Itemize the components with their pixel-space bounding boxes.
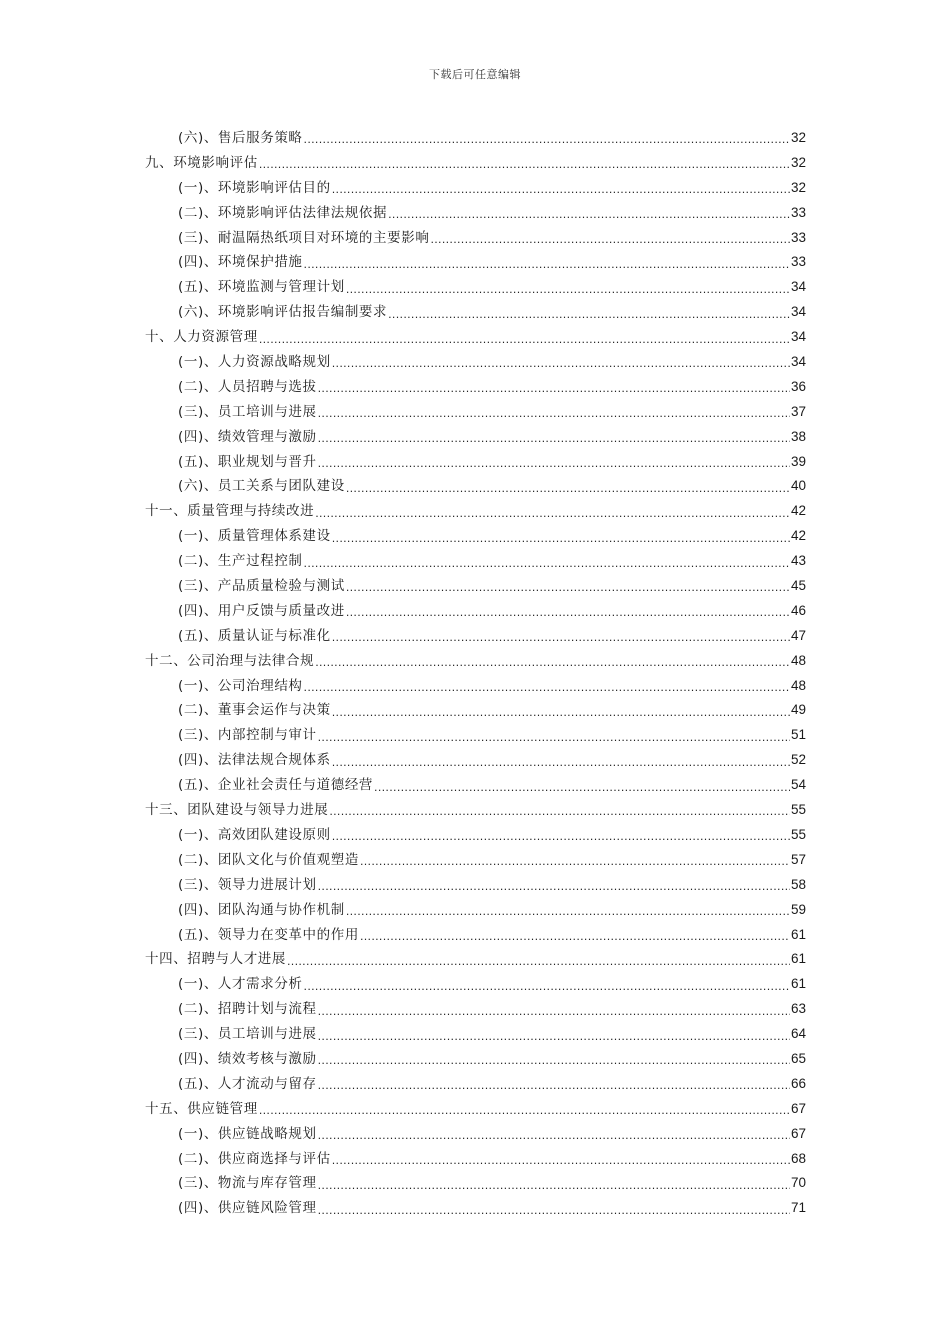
toc-dot-leader	[315, 505, 790, 519]
toc-dot-leader	[346, 579, 790, 593]
toc-section-entry[interactable]	[0, 1147, 806, 1172]
toc-entry-title: (四)、团队沟通与协作机制	[178, 901, 345, 918]
toc-entry-page-number: 55	[790, 826, 806, 842]
toc-dot-leader	[318, 1028, 790, 1042]
toc-entry-page-number: 67	[790, 1125, 806, 1141]
toc-entry-page-number: 70	[790, 1175, 806, 1191]
toc-entry-page-number: 48	[790, 677, 806, 693]
toc-entry-title: (四)、绩效考核与激励	[178, 1050, 317, 1067]
toc-dot-leader	[332, 181, 790, 195]
toc-dot-leader	[304, 256, 790, 270]
toc-entry-title: (三)、内部控制与审计	[178, 727, 317, 744]
toc-section-entry[interactable]	[0, 723, 806, 748]
toc-section-entry[interactable]	[0, 1047, 806, 1072]
toc-dot-leader	[259, 1102, 790, 1116]
toc-section-entry[interactable]	[0, 923, 806, 948]
toc-dot-leader	[259, 156, 790, 170]
toc-section-entry[interactable]	[0, 524, 806, 549]
toc-entry-page-number: 33	[790, 204, 806, 220]
toc-section-entry[interactable]	[0, 1171, 806, 1196]
toc-entry-title: 九、环境影响评估	[145, 154, 258, 171]
toc-entry-page-number: 34	[790, 329, 806, 345]
toc-chapter-entry[interactable]	[0, 499, 806, 524]
toc-section-entry[interactable]	[0, 300, 806, 325]
toc-entry-title: (二)、团队文化与价值观塑造	[178, 851, 359, 868]
toc-dot-leader	[332, 704, 790, 718]
toc-entry-page-number: 71	[790, 1200, 806, 1216]
toc-entry-title: (四)、环境保护措施	[178, 254, 303, 271]
toc-entry-title: (二)、生产过程控制	[178, 553, 303, 570]
toc-dot-leader	[332, 1152, 790, 1166]
toc-entry-page-number: 36	[790, 378, 806, 394]
toc-section-entry[interactable]	[0, 823, 806, 848]
toc-entry-title: 十五、供应链管理	[145, 1100, 258, 1117]
toc-dot-leader	[318, 1052, 790, 1066]
toc-section-entry[interactable]	[0, 375, 806, 400]
toc-section-entry[interactable]	[0, 474, 806, 499]
toc-entry-title: (四)、绩效管理与激励	[178, 428, 317, 445]
toc-chapter-entry[interactable]	[0, 325, 806, 350]
toc-section-entry[interactable]	[0, 250, 806, 275]
toc-entry-title: (三)、物流与库存管理	[178, 1175, 317, 1192]
toc-section-entry[interactable]	[0, 275, 806, 300]
toc-entry-title: (二)、环境影响评估法律法规依据	[178, 204, 388, 221]
toc-section-entry[interactable]	[0, 574, 806, 599]
toc-dot-leader	[304, 978, 790, 992]
toc-section-entry[interactable]	[0, 674, 806, 699]
toc-dot-leader	[332, 530, 790, 544]
toc-section-entry[interactable]	[0, 972, 806, 997]
toc-entry-title: (三)、耐温隔热纸项目对环境的主要影响	[178, 229, 430, 246]
toc-dot-leader	[318, 380, 790, 394]
toc-dot-leader	[388, 206, 790, 220]
toc-dot-leader	[332, 754, 790, 768]
toc-section-entry[interactable]	[0, 400, 806, 425]
toc-entry-page-number: 61	[790, 926, 806, 942]
toc-section-entry[interactable]	[0, 873, 806, 898]
toc-section-entry[interactable]	[0, 599, 806, 624]
toc-dot-leader	[287, 953, 790, 967]
toc-entry-title: (五)、企业社会责任与道德经营	[178, 777, 374, 794]
toc-section-entry[interactable]	[0, 176, 806, 201]
toc-dot-leader	[304, 555, 790, 569]
toc-entry-page-number: 39	[790, 453, 806, 469]
toc-entry-page-number: 34	[790, 354, 806, 370]
toc-entry-title: (一)、人才需求分析	[178, 976, 303, 993]
toc-section-entry[interactable]	[0, 1072, 806, 1097]
toc-entry-page-number: 32	[790, 154, 806, 170]
toc-section-entry[interactable]	[0, 1196, 806, 1221]
toc-entry-title: 十四、招聘与人才进展	[145, 951, 286, 968]
toc-entry-page-number: 61	[790, 976, 806, 992]
toc-chapter-entry[interactable]	[0, 1097, 806, 1122]
toc-entry-title: 十三、团队建设与领导力进展	[145, 802, 329, 819]
toc-entry-title: 十二、公司治理与法律合规	[145, 652, 315, 669]
toc-section-entry[interactable]	[0, 624, 806, 649]
toc-entry-page-number: 52	[790, 752, 806, 768]
toc-dot-leader	[318, 455, 790, 469]
toc-entry-page-number: 42	[790, 503, 806, 519]
toc-entry-title: (三)、员工培训与进展	[178, 403, 317, 420]
toc-section-entry[interactable]	[0, 450, 806, 475]
toc-entry-page-number: 51	[790, 727, 806, 743]
toc-entry-page-number: 37	[790, 403, 806, 419]
table-of-contents	[0, 126, 950, 1221]
toc-entry-title: (一)、人力资源战略规划	[178, 354, 331, 371]
toc-entry-page-number: 46	[790, 602, 806, 618]
toc-section-entry[interactable]	[0, 748, 806, 773]
toc-entry-page-number: 38	[790, 428, 806, 444]
toc-entry-title: (三)、员工培训与进展	[178, 1026, 317, 1043]
toc-dot-leader	[346, 281, 790, 295]
toc-dot-leader	[388, 306, 790, 320]
toc-entry-page-number: 59	[790, 901, 806, 917]
toc-dot-leader	[315, 654, 790, 668]
toc-dot-leader	[360, 853, 790, 867]
toc-section-entry[interactable]	[0, 1022, 806, 1047]
toc-entry-title: (三)、领导力进展计划	[178, 876, 317, 893]
toc-entry-title: 十一、质量管理与持续改进	[145, 503, 315, 520]
toc-entry-page-number: 33	[790, 229, 806, 245]
toc-dot-leader	[318, 1127, 790, 1141]
toc-dot-leader	[332, 828, 790, 842]
toc-entry-page-number: 64	[790, 1026, 806, 1042]
toc-section-entry[interactable]	[0, 848, 806, 873]
toc-entry-page-number: 54	[790, 777, 806, 793]
toc-entry-title: (五)、人才流动与留存	[178, 1075, 317, 1092]
toc-entry-title: (六)、员工关系与团队建设	[178, 478, 345, 495]
toc-entry-page-number: 47	[790, 627, 806, 643]
toc-entry-page-number: 42	[790, 528, 806, 544]
toc-section-entry[interactable]	[0, 126, 806, 151]
toc-entry-page-number: 32	[790, 130, 806, 145]
toc-dot-leader	[318, 729, 790, 743]
toc-dot-leader	[318, 405, 790, 419]
toc-section-entry[interactable]	[0, 226, 806, 251]
toc-entry-page-number: 49	[790, 702, 806, 718]
toc-entry-title: (六)、环境影响评估报告编制要求	[178, 304, 388, 321]
toc-dot-leader	[430, 231, 790, 245]
toc-entry-title: (四)、供应链风险管理	[178, 1200, 317, 1217]
toc-entry-page-number: 58	[790, 876, 806, 892]
toc-dot-leader	[360, 928, 790, 942]
toc-entry-title: (五)、领导力在变革中的作用	[178, 926, 359, 943]
toc-entry-page-number: 65	[790, 1050, 806, 1066]
toc-entry-page-number: 61	[790, 951, 806, 967]
toc-entry-page-number: 67	[790, 1100, 806, 1116]
toc-section-entry[interactable]	[0, 549, 806, 574]
toc-dot-leader	[346, 480, 790, 494]
toc-section-entry[interactable]	[0, 898, 806, 923]
page-header: 下载后可任意编辑	[429, 68, 521, 81]
toc-entry-page-number: 34	[790, 279, 806, 295]
toc-entry-title: (一)、质量管理体系建设	[178, 528, 331, 545]
toc-entry-page-number: 63	[790, 1001, 806, 1017]
toc-dot-leader	[332, 629, 790, 643]
toc-dot-leader	[318, 1077, 790, 1091]
toc-entry-page-number: 45	[790, 578, 806, 594]
toc-entry-title: (五)、质量认证与标准化	[178, 627, 331, 644]
toc-chapter-entry[interactable]	[0, 798, 806, 823]
toc-entry-page-number: 55	[790, 802, 806, 818]
toc-chapter-entry[interactable]	[0, 151, 806, 176]
toc-entry-title: (六)、售后服务策略	[178, 130, 303, 146]
toc-entry-title: (一)、高效团队建设原则	[178, 826, 331, 843]
toc-dot-leader	[259, 331, 790, 345]
toc-section-entry[interactable]	[0, 997, 806, 1022]
toc-dot-leader	[318, 1177, 790, 1191]
toc-dot-leader	[318, 1003, 790, 1017]
toc-dot-leader	[374, 779, 790, 793]
toc-chapter-entry[interactable]	[0, 649, 806, 674]
toc-entry-title: (一)、供应链战略规划	[178, 1125, 317, 1142]
toc-entry-title: (三)、产品质量检验与测试	[178, 578, 345, 595]
toc-entry-page-number: 40	[790, 478, 806, 494]
toc-section-entry[interactable]	[0, 698, 806, 723]
toc-chapter-entry[interactable]	[0, 947, 806, 972]
toc-entry-title: (二)、董事会运作与决策	[178, 702, 331, 719]
toc-entry-title: (二)、供应商选择与评估	[178, 1150, 331, 1167]
toc-section-entry[interactable]	[0, 773, 806, 798]
toc-section-entry[interactable]	[0, 425, 806, 450]
toc-dot-leader	[332, 355, 790, 369]
toc-entry-page-number: 68	[790, 1150, 806, 1166]
toc-entry-page-number: 57	[790, 851, 806, 867]
toc-section-entry[interactable]	[0, 1122, 806, 1147]
toc-dot-leader	[318, 1202, 790, 1216]
toc-entry-title: (一)、公司治理结构	[178, 677, 303, 694]
toc-dot-leader	[329, 803, 790, 817]
toc-dot-leader	[304, 679, 790, 693]
toc-entry-title: (五)、环境监测与管理计划	[178, 279, 345, 296]
toc-dot-leader	[346, 903, 790, 917]
toc-entry-title: (四)、用户反馈与质量改进	[178, 602, 345, 619]
toc-dot-leader	[304, 131, 790, 145]
toc-entry-title: (一)、环境影响评估目的	[178, 179, 331, 196]
toc-entry-title: (四)、法律法规合规体系	[178, 752, 331, 769]
toc-section-entry[interactable]	[0, 350, 806, 375]
toc-entry-title: (二)、人员招聘与选拔	[178, 378, 317, 395]
toc-entry-title: (五)、职业规划与晋升	[178, 453, 317, 470]
toc-section-entry[interactable]	[0, 201, 806, 226]
toc-dot-leader	[346, 604, 790, 618]
toc-entry-page-number: 33	[790, 254, 806, 270]
toc-entry-page-number: 34	[790, 304, 806, 320]
toc-entry-page-number: 66	[790, 1075, 806, 1091]
toc-dot-leader	[318, 878, 790, 892]
toc-entry-page-number: 43	[790, 553, 806, 569]
toc-dot-leader	[318, 430, 790, 444]
toc-entry-page-number: 32	[790, 179, 806, 195]
toc-entry-title: 十、人力资源管理	[145, 329, 258, 346]
toc-entry-page-number: 48	[790, 652, 806, 668]
toc-entry-title: (二)、招聘计划与流程	[178, 1001, 317, 1018]
